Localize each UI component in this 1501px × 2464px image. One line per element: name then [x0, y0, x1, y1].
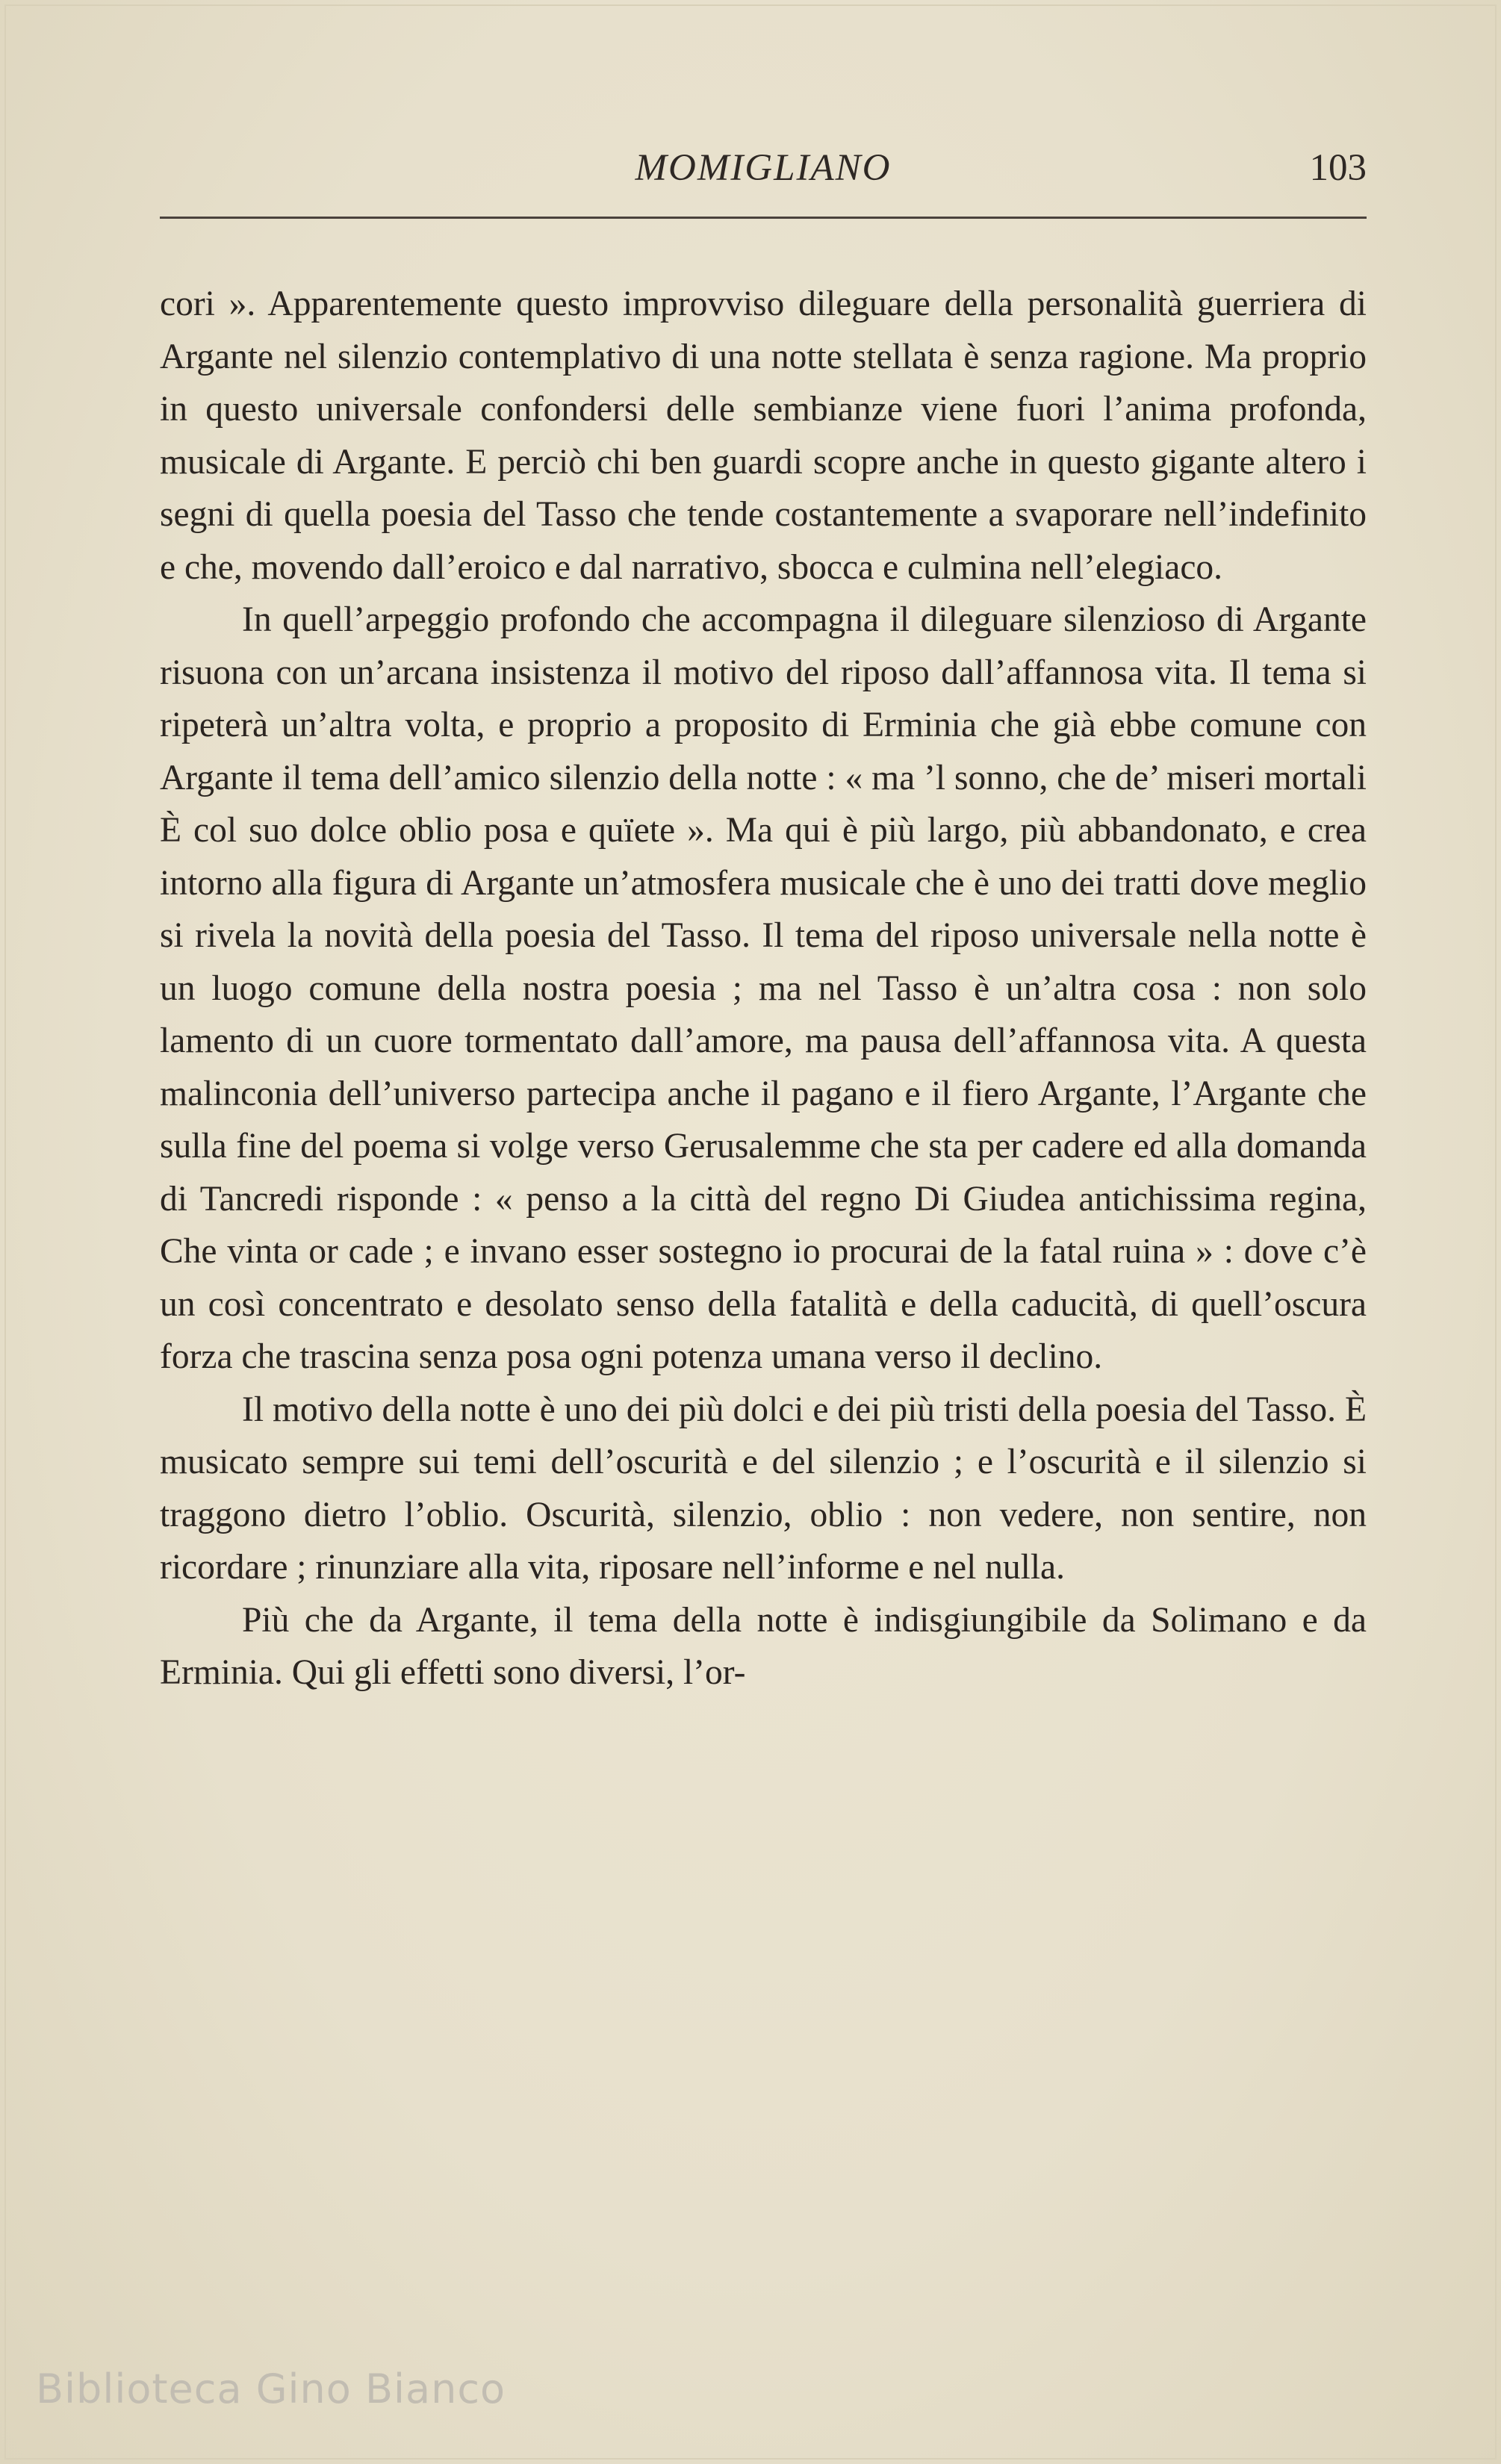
paragraph-1: cori ». Apparentemente questo improvviso dileguare della personalità guerriera di Argante nel silenzio contemplativo di una notte stellata è senza ragione. Ma proprio in questo universale confondersi delle sembianze viene fuori l’anima profonda, musicale di Argante. E perciò chi ben guardi scopre anche in questo gigante altero i segni di quella poesia del Tasso che tende costantemente a svaporare nell’indefinito e che, movendo dall’eroico e dal narrativo, sbocca e culmina nell’elegiaco. [160, 284, 1367, 587]
running-head: MOMIGLIANO [635, 147, 892, 189]
header-rule [160, 217, 1367, 219]
body-text [160, 278, 1367, 1699]
page-number: 103 [1309, 147, 1367, 189]
paragraph-2: In quell’arpeggio profondo che accompagna il dileguare silenzioso di Argante risuona con un’arcana insistenza il motivo del riposo dall’affannosa vita. Il tema si ripeterà un’altra volta, e proprio a proposito di Erminia che già ebbe comune con Argante il tema dell’amico silenzio della notte : « ma ’l sonno, che de’ miseri mortali È col suo dolce oblio posa e quïete ». Ma qui è più largo, più abbandonato, e crea intorno alla figura di Argante un’atmosfera musicale che è uno dei tratti dove meglio si rivela la novità della poesia del Tasso. Il tema del riposo universale nella notte è un luogo comune della nostra poesia ; ma nel Tasso è un’altra cosa : non solo lamento di un cuore tormentato dall’amore, ma pausa dell’affannosa vita. A questa malinconia dell’universo partecipa anche il pagano e il fiero Argante, l’Argante che sulla fine del poema si volge verso Gerusalemme che sta per cadere ed alla domanda di Tancredi risponde : « penso a la città del regno Di Giudea antichissima regina, Che vinta or cade ; e invano esser sostegno io procurai de la fatal ruina » : dove c’è un così concentrato e desolato senso della fatalità e della caducità, di quell’oscura forza che trascina senza posa ogni potenza umana verso il declino. [160, 600, 1367, 1376]
paragraph-3: Il motivo della notte è uno dei più dolci e dei più tristi della poesia del Tasso. È musicato sempre sui temi dell’oscurità e del silenzio ; e l’oscurità e il silenzio si traggono dietro l’oblio. Oscurità, silenzio, oblio : non vedere, non sentire, non ricordare ; rinunziare alla vita, riposare nell’informe e nel nulla. [160, 1390, 1367, 1587]
page-header [160, 146, 1367, 199]
library-watermark: Biblioteca Gino Bianco [36, 2365, 506, 2412]
paragraph-4: Più che da Argante, il tema della notte è indisgiungibile da Solimano e da Erminia. Qui gli effetti sono diversi, l’or- [160, 1600, 1367, 1692]
